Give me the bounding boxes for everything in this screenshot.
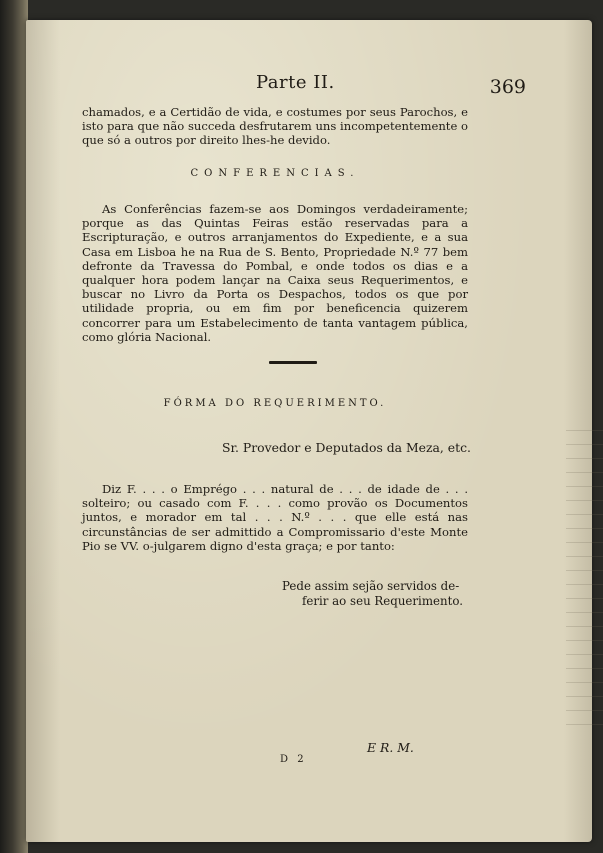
signature-mark: D 2 [280,754,307,765]
paragraph-conferencias: As Conferências fazem-se aos Domingos verdadeiramente; porque as das Quintas Feiras estão reservadas para a Escripturação, e outros arranjamentos do Expediente, e a sua Casa em Lisboa he na Rua de S. Bento, Propriedade N.º 77 bem defronte da Travessa do Pombal, e onde todos os dias e a qualquer hora podem lançar na Caixa seus Requerimentos, e buscar no Livro da Porta os Despachos, todos os que por utilidade propria, ou em fim por beneficencia quizerem concorrer para um Estabelecimento de tanta vantagem pública, como glória Nacional. [82,202,468,344]
closing-line-2: ferir ao seu Requerimento. [302,594,463,608]
salutation: Sr. Provedor e Deputados da Meza, etc. [222,440,471,455]
book-page [26,20,592,842]
running-head: Parte II. [256,72,335,93]
page-header [86,72,526,106]
signature: E R. M. [367,740,414,755]
paragraph-requerimento: Diz F. . . . o Emprégo . . . natural de . . . de idade de . . . solteiro; ou casado com F. . . . como provão os Documentos juntos, e morador em tal . . . N.º . . . que elle está nas circunstâncias de ser admittido a Compromissario d'este Monte Pio se VV. o-julgarem digno d'esta graça; e por tanto: [82,482,468,553]
closing-formula [282,579,466,609]
closing-line-1: Pede assim sejão servidos de- [282,579,460,593]
heading-conferencias: CONFERENCIAS. [190,168,360,179]
paragraph-chamados: chamados, e a Certidão de vida, e costumes por seus Parochos, e isto para que não succeda desfrutarem uns incompetentemente o que só a outros por direito lhes-he devido. [82,105,468,148]
heading-forma-requerimento: FÓRMA DO REQUERIMENTO. [163,398,387,409]
book-spine [0,0,28,853]
show-through-text [566,430,603,730]
page-number: 369 [489,76,526,98]
section-divider [269,361,317,364]
